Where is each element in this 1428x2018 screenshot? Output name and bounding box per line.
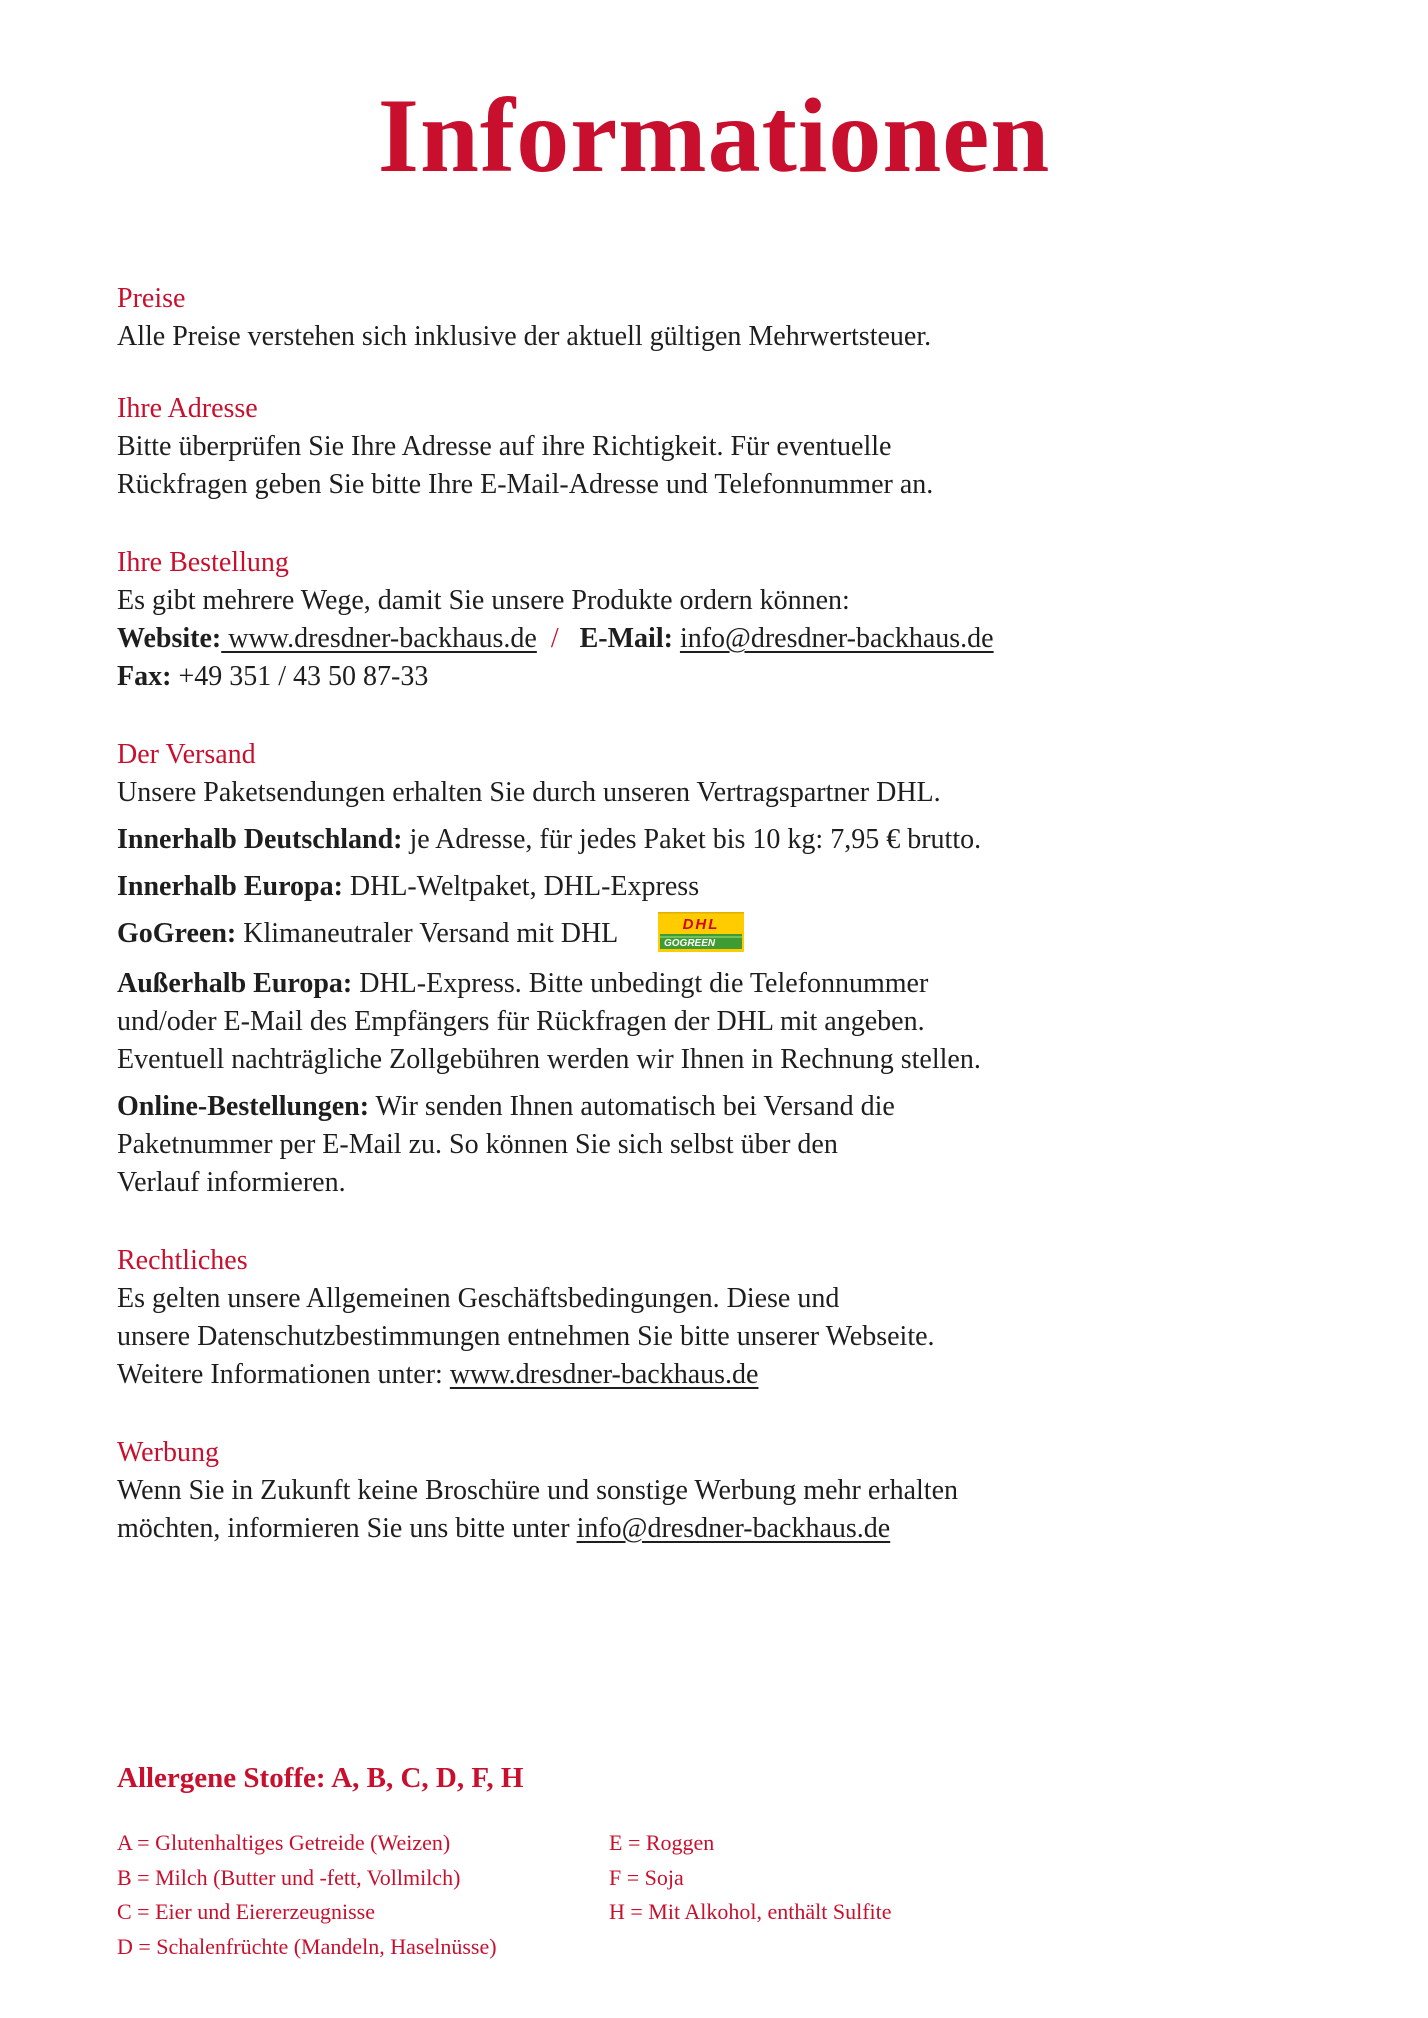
allergen-item: F = Soja — [609, 1864, 684, 1890]
section-heading: Ihre Adresse — [117, 393, 258, 424]
section-text-line: unsere Datenschutzbestimmungen entnehmen Sie bitte unserer Webseite. — [117, 1320, 935, 1352]
section-versand — [117, 736, 1297, 1202]
allergen-item: D = Schalenfrüchte (Mandeln, Haselnüsse) — [117, 1933, 497, 1959]
section-rechtliches — [117, 1242, 1297, 1394]
versand-text: Verlauf informieren. — [117, 1166, 346, 1198]
dhl-logo-text: DHL — [682, 915, 720, 933]
allergen-item: H = Mit Alkohol, enthält Sulfite — [609, 1899, 892, 1924]
section-heading: Ihre Bestellung — [117, 547, 289, 578]
section-heading: Der Versand — [117, 739, 256, 770]
versand-text: und/oder E-Mail des Empfängers für Rückfragen der DHL mit angeben. — [117, 1005, 925, 1037]
section-text-line — [117, 1356, 1297, 1394]
versand-gogreen — [117, 915, 1297, 956]
allergen-item: C = Eier und Eiererzeugnisse — [117, 1899, 375, 1924]
versand-text: Wir senden Ihnen automatisch bei Versand die — [369, 1090, 895, 1122]
section-heading: Werbung — [117, 1436, 219, 1468]
section-text-line: Bitte überprüfen Sie Ihre Adresse auf ihre Richtigkeit. Für eventuelle — [117, 431, 892, 462]
section-bestellung — [117, 544, 1297, 696]
section-text-line: Wenn Sie in Zukunft keine Broschüre und sonstige Werbung mehr erhalten — [117, 1474, 958, 1506]
allergen-column-right — [609, 1826, 892, 1930]
versand-text: Eventuell nachträgliche Zollgebühren werden wir Ihnen in Rechnung stellen. — [117, 1043, 981, 1075]
website-link[interactable]: www.dresdner-backhaus.de — [221, 623, 537, 654]
website-label: Website: — [117, 623, 222, 654]
versand-label: Online-Bestellungen: — [117, 1090, 370, 1122]
allergen-item: B = Milch (Butter und -fett, Vollmilch) — [117, 1864, 461, 1890]
section-adresse — [117, 390, 1297, 504]
section-werbung — [117, 1434, 1297, 1548]
section-preise — [117, 280, 1297, 356]
versand-text: je Adresse, für jedes Paket bis 10 kg: 7,95 € brutto. — [402, 824, 982, 855]
link-prefix: möchten, informieren Sie uns bitte unter — [117, 1512, 577, 1544]
section-heading: Preise — [117, 283, 186, 314]
allergen-item: E = Roggen — [609, 1830, 715, 1855]
versand-europa — [117, 868, 1297, 906]
fax-line — [117, 658, 1297, 696]
separator: / — [550, 623, 559, 654]
content — [117, 280, 1297, 1582]
section-text: Alle Preise verstehen sich inklusive der aktuell gültigen Mehrwertsteuer. — [117, 321, 932, 352]
section-text-line: Rückfragen geben Sie bitte Ihre E-Mail-Adresse und Telefonnummer an. — [117, 469, 934, 500]
email-label: E-Mail: — [579, 623, 673, 654]
versand-deutschland — [117, 821, 1297, 859]
section-text-line — [117, 1510, 1297, 1548]
allergen-title: Allergene Stoffe: A, B, C, D, F, H — [117, 1762, 524, 1794]
section-heading: Rechtliches — [117, 1244, 248, 1276]
fax-label: Fax: — [117, 661, 172, 692]
versand-ausserhalb — [117, 965, 1297, 1079]
versand-text: Paketnummer per E-Mail zu. So können Sie sich selbst über den — [117, 1128, 838, 1160]
page-title: Informationen — [377, 77, 1051, 194]
versand-label: Außerhalb Europa: — [117, 967, 353, 999]
allergen-column-left — [117, 1826, 497, 1964]
section-text: Es gibt mehrere Wege, damit Sie unsere Produkte ordern können: — [117, 585, 850, 616]
email-link[interactable]: info@dresdner-backhaus.de — [576, 1512, 891, 1544]
versand-online — [117, 1088, 1297, 1202]
fax-value: +49 351 / 43 50 87-33 — [171, 661, 429, 692]
versand-intro: Unsere Paketsendungen erhalten Sie durch unseren Vertragspartner DHL. — [117, 777, 941, 808]
versand-label: Innerhalb Deutschland: — [117, 824, 403, 855]
versand-text: Klimaneutraler Versand mit DHL — [236, 918, 618, 949]
versand-label: GoGreen: — [117, 918, 237, 949]
dhl-gogreen-logo — [658, 912, 744, 952]
versand-label: Innerhalb Europa: — [117, 871, 343, 902]
website-link[interactable]: www.dresdner-backhaus.de — [449, 1358, 759, 1390]
section-text-line: Es gelten unsere Allgemeinen Geschäftsbedingungen. Diese und — [117, 1282, 840, 1314]
gogreen-logo-text: GOGREEN — [664, 937, 716, 949]
email-link[interactable]: info@dresdner-backhaus.de — [679, 623, 994, 654]
allergen-item: A = Glutenhaltiges Getreide (Weizen) — [117, 1830, 451, 1855]
contact-line — [117, 620, 1297, 658]
dhl-gogreen-logo-svg — [658, 912, 744, 952]
link-prefix: Weitere Informationen unter: — [117, 1358, 450, 1390]
versand-text: DHL-Weltpaket, DHL-Express — [342, 871, 700, 902]
versand-text: DHL-Express. Bitte unbedingt die Telefonnummer — [352, 967, 929, 999]
